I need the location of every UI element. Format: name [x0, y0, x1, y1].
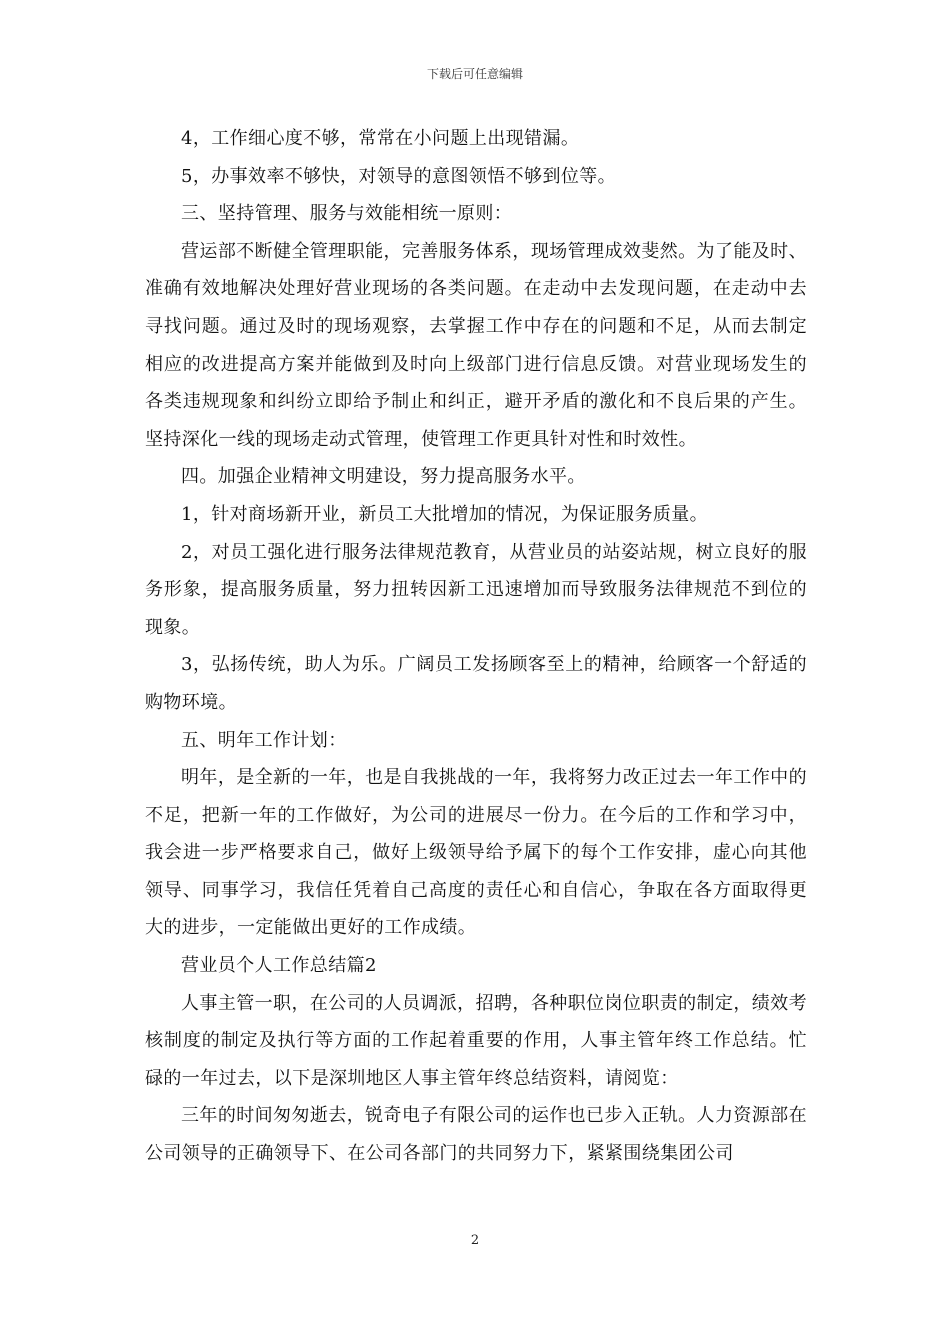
paragraph: 4，工作细心度不够，常常在小问题上出现错漏。	[181, 128, 580, 149]
paragraph: 三年的时间匆匆逝去，锐奇电子有限公司的运作也已步入正轨。人力资源部在公司领导的正确领导下、在公司各部门的共同努力下，紧紧围绕集团公司	[145, 1105, 807, 1165]
page-header: 下载后可任意编辑	[426, 67, 523, 81]
section-heading: 三、坚持管理、服务与效能相统一原则：	[181, 203, 513, 225]
page-number: 2	[470, 1233, 480, 1248]
paragraph: 人事主管一职，在公司的人员调派，招聘，各种职位岗位职责的制定，绩效考核制度的制定及执行等方面的工作起着重要的作用，人事主管年终工作总结。忙碌的一年过去，以下是深圳地区人事主管年终总结资料，请阅览：	[145, 992, 807, 1089]
paragraph: 3，弘扬传统，助人为乐。广阔员工发扬顾客至上的精神，给顾客一个舒适的购物环境。	[145, 654, 807, 713]
paragraph: 明年，是全新的一年，也是自我挑战的一年，我将努力改正过去一年工作中的不足，把新一年的工作做好，为公司的进展尽一份力。在今后的工作和学习中，我会进一步严格要求自己，做好上级领导给予属下的每个工作安排，虚心向其他领导、同事学习，我信任凭着自己高度的责任心和自信心，争取在各方面取得更大的进步，一定能做出更好的工作成绩。	[145, 767, 807, 939]
document-body	[145, 120, 807, 1173]
paragraph: 营运部不断健全管理职能，完善服务体系，现场管理成效斐然。为了能及时、准确有效地解决处理好营业现场的各类问题。在走动中去发现问题，在走动中去寻找问题。通过及时的现场观察，去掌握工作中存在的问题和不足，从而去制定相应的改进提高方案并能做到及时向上级部门进行信息反馈。对营业现场发生的各类违规现象和纠纷立即给予制止和纠正，避开矛盾的激化和不良后果的产生。坚持深化一线的现场走动式管理，使管理工作更具针对性和时效性。	[145, 240, 807, 450]
paragraph: 1，针对商场新开业，新员工大批增加的情况，为保证服务质量。	[181, 503, 709, 525]
paragraph: 2，对员工强化进行服务法律规范教育，从营业员的站姿站规，树立良好的服务形象，提高服务质量，努力扭转因新工迅速增加而导致服务法律规范不到位的现象。	[145, 541, 807, 638]
article-title: 营业员个人工作总结篇2	[181, 955, 377, 977]
paragraph: 5，办事效率不够快，对领导的意图领悟不够到位等。	[181, 165, 617, 187]
section-heading: 五、明年工作计划：	[181, 729, 347, 751]
section-heading: 四。加强企业精神文明建设，努力提高服务水平。	[181, 466, 586, 488]
